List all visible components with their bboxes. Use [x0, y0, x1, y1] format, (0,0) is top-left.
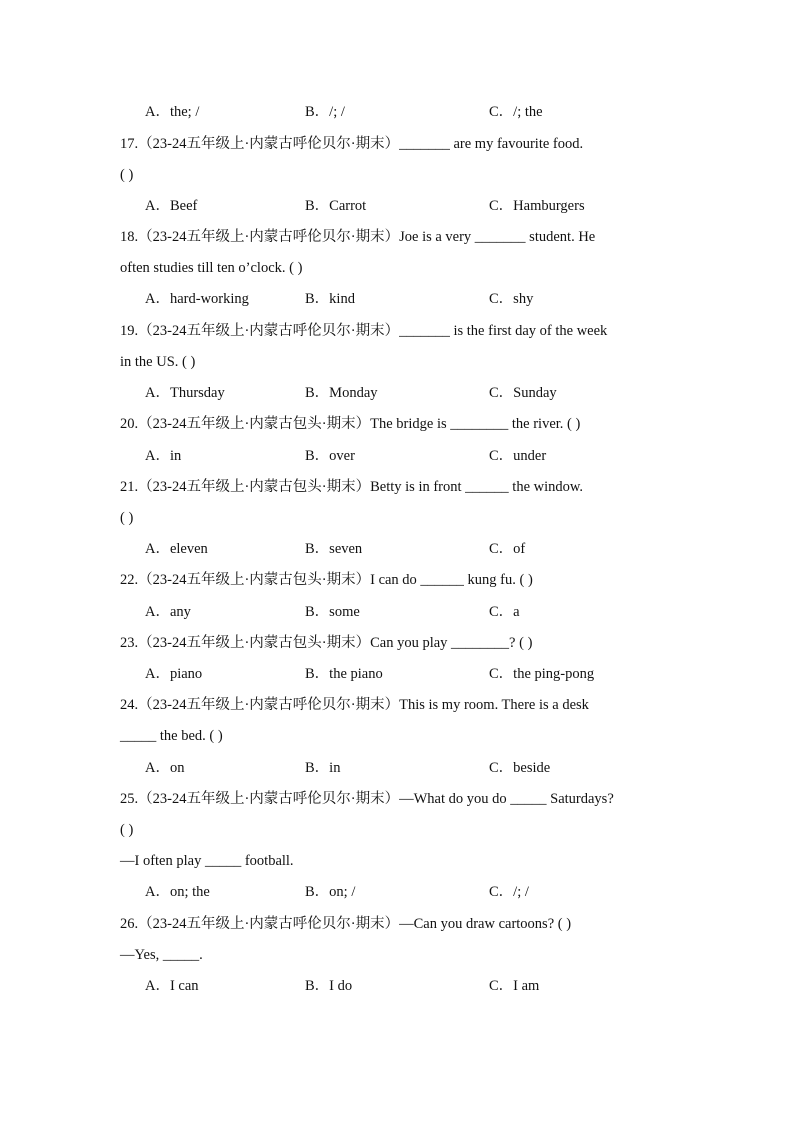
option-b: B．over: [305, 448, 355, 464]
option-b: B．on; /: [305, 884, 356, 900]
question-20: 20.（23-24五年级上·内蒙古包头·期末）The bridge is ________ the river. ( ): [120, 416, 581, 432]
option-a: A．in: [145, 448, 182, 464]
question-24: 24.（23-24五年级上·内蒙古呼伦贝尔·期末）This is my room. There is a desk: [120, 697, 589, 713]
option-b: B．I do: [305, 978, 353, 994]
question-18-continued: often studies till ten o’clock. ( ): [120, 260, 303, 276]
option-b: B．some: [305, 604, 360, 620]
option-a: A．piano: [145, 666, 203, 682]
option-c: C．/; /: [489, 884, 529, 900]
option-b: B．Carrot: [305, 198, 367, 214]
question-21: 21.（23-24五年级上·内蒙古包头·期末）Betty is in front ______ the window.: [120, 479, 584, 495]
options-row: [145, 881, 705, 903]
option-c: C．shy: [489, 291, 534, 307]
question-22: 22.（23-24五年级上·内蒙古包头·期末）I can do ______ kung fu. ( ): [120, 572, 533, 588]
options-row: [145, 663, 705, 685]
option-c: C．Hamburgers: [489, 198, 585, 214]
options-row: [145, 601, 705, 623]
question-25-reply: —I often play _____ football.: [120, 853, 294, 869]
option-a: A．on: [145, 760, 185, 776]
option-c: C．I am: [489, 978, 540, 994]
option-a: A．hard-working: [145, 291, 249, 307]
question-19-continued: in the US. ( ): [120, 354, 196, 370]
option-b: B．in: [305, 760, 341, 776]
option-a: A．the; /: [145, 104, 200, 120]
question-17: 17.（23-24五年级上·内蒙古呼伦贝尔·期末）_______ are my favourite food.: [120, 136, 584, 152]
option-a: A．I can: [145, 978, 199, 994]
question-18: 18.（23-24五年级上·内蒙古呼伦贝尔·期末）Joe is a very _______ student. He: [120, 229, 596, 245]
question-19: 19.（23-24五年级上·内蒙古呼伦贝尔·期末）_______ is the first day of the week: [120, 323, 608, 339]
option-b: B．/; /: [305, 104, 345, 120]
option-b: B．seven: [305, 541, 363, 557]
options-row: [145, 195, 705, 217]
option-c: C．/; the: [489, 104, 543, 120]
option-b: B．Monday: [305, 385, 378, 401]
option-a: A．any: [145, 604, 191, 620]
answer-bracket: ( ): [120, 510, 134, 526]
question-26: 26.（23-24五年级上·内蒙古呼伦贝尔·期末）—Can you draw cartoons? ( ): [120, 916, 572, 932]
options-row: [145, 445, 705, 467]
option-b: B．kind: [305, 291, 355, 307]
question-26-reply: —Yes, _____.: [120, 947, 203, 963]
option-c: C．a: [489, 604, 520, 620]
option-b: B．the piano: [305, 666, 383, 682]
option-a: A．on; the: [145, 884, 210, 900]
question-24-continued: _____ the bed. ( ): [120, 728, 223, 744]
options-row: [145, 101, 705, 123]
options-row: [145, 288, 705, 310]
option-c: C．Sunday: [489, 385, 557, 401]
options-row: [145, 757, 705, 779]
option-a: A．eleven: [145, 541, 208, 557]
option-c: C．under: [489, 448, 547, 464]
options-row: [145, 382, 705, 404]
options-row: [145, 538, 705, 560]
option-c: C．beside: [489, 760, 551, 776]
option-a: A．Thursday: [145, 385, 225, 401]
answer-bracket: ( ): [120, 167, 134, 183]
option-c: C．the ping-pong: [489, 666, 595, 682]
question-23: 23.（23-24五年级上·内蒙古包头·期末）Can you play ________? ( ): [120, 635, 533, 651]
question-25: 25.（23-24五年级上·内蒙古呼伦贝尔·期末）—What do you do _____ Saturdays?: [120, 791, 614, 807]
option-c: C．of: [489, 541, 526, 557]
option-a: A．Beef: [145, 198, 198, 214]
answer-bracket: ( ): [120, 822, 134, 838]
options-row: [145, 975, 705, 997]
